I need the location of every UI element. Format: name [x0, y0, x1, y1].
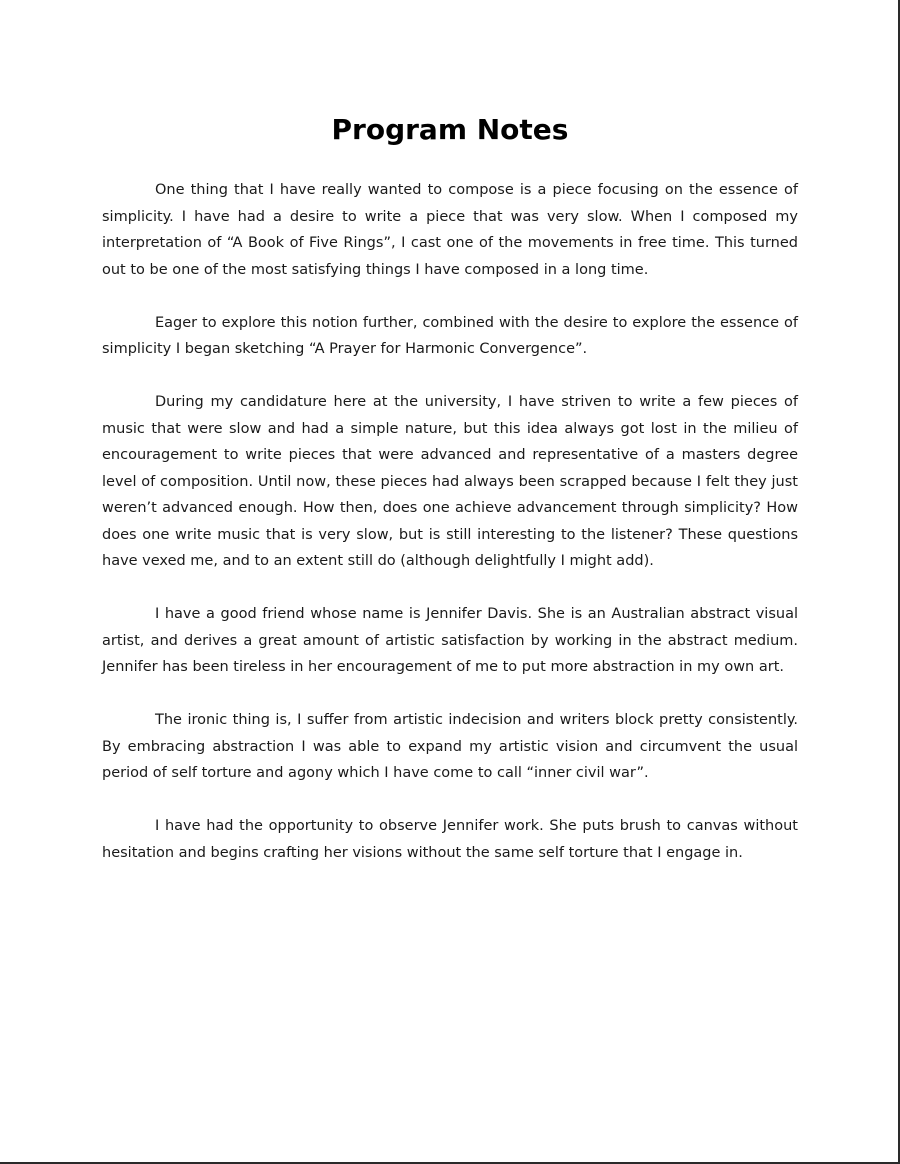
paragraph-1: One thing that I have really wanted to compose is a piece focusing on the essence of simplicity. I have had a desire to write a piece that was very slow. When I composed my interpretation of “A Book of Five Rings”, I cast one of the movements in free time. This turned out to be one of the most satisfying things I have composed in a long time.	[102, 182, 798, 278]
paragraph-5: The ironic thing is, I suffer from artistic indecision and writers block pretty consistently. By embracing abstraction I was able to expand my artistic vision and circumvent the usual period of self torture and agony which I have come to call “inner civil war”.	[102, 712, 798, 781]
body-text	[102, 177, 798, 893]
page-title: Program Notes	[331, 113, 569, 146]
paragraph-3: During my candidature here at the university, I have striven to write a few pieces of music that were slow and had a simple nature, but this idea always got lost in the milieu of encouragement to write pieces that were advanced and representative of a masters degree level of composition. Until now, these pieces had always been scrapped because I felt they just weren’t advanced enough. How then, does one achieve advancement through simplicity? How does one write music that is very slow, but is still interesting to the listener? These questions have vexed me, and to an extent still do (although delightfully I might add).	[102, 394, 798, 569]
paragraph-4: I have a good friend whose name is Jennifer Davis. She is an Australian abstract visual artist, and derives a great amount of artistic satisfaction by working in the abstract medium. Jennifer has been tireless in her encouragement of me to put more abstraction in my own art.	[102, 606, 798, 675]
paragraph-2: Eager to explore this notion further, combined with the desire to explore the essence of simplicity I began sketching “A Prayer for Harmonic Convergence”.	[102, 314, 798, 357]
paragraph-6: I have had the opportunity to observe Jennifer work. She puts brush to canvas without hesitation and begins crafting her visions without the same self torture that I engage in.	[102, 818, 798, 861]
